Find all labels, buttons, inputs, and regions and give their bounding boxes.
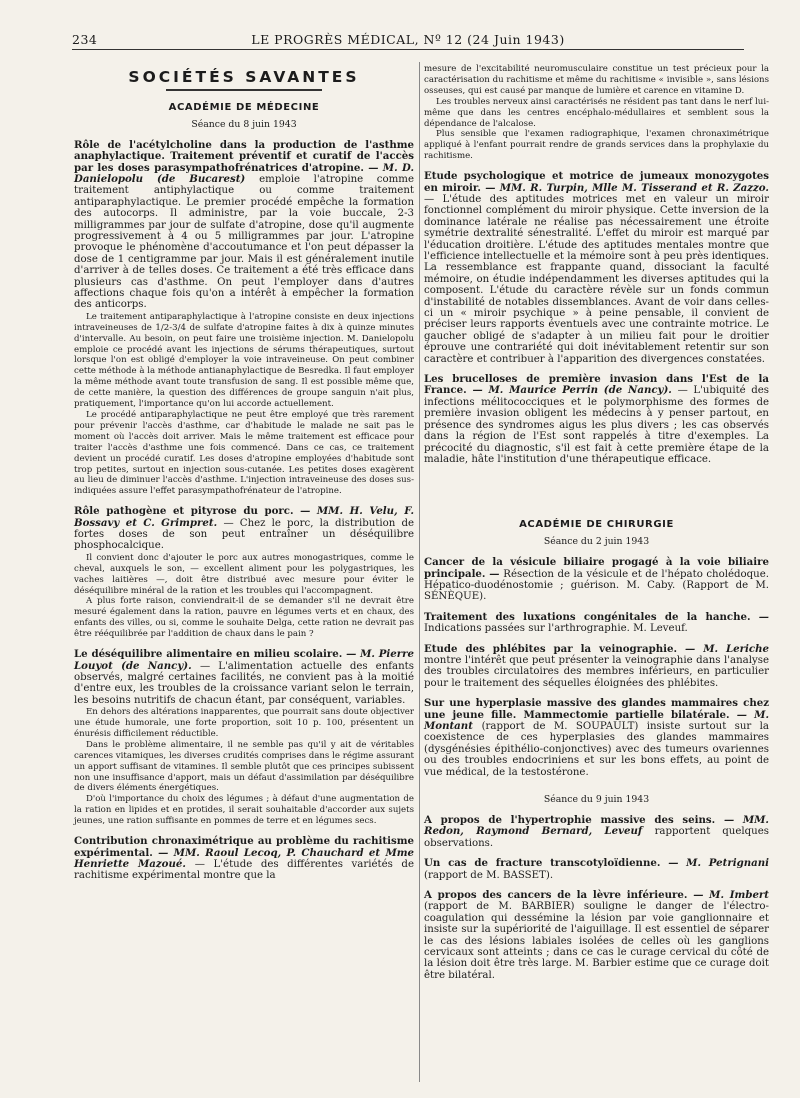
article-title — [424, 890, 769, 981]
continued-text — [424, 64, 769, 162]
article-title-text: Les brucelloses de première invasion dans l'Est de la France. — [424, 373, 769, 397]
section-rubric: SOCIÉTÉS SAVANTES — [128, 68, 360, 86]
article-text: (rapport de M. SOUPAULT) insiste surtout sur la coexistence de ces hyperplasies des glandes mammaires (dysgénésies épithélio-conjonctives) avec des tumeurs ovariennes ou des troubles endocriniens et sur les bons effets, au point de vue médical, de la testostérone. — [424, 721, 769, 778]
article-text: Résection de la vésicule et de l'hépato cholédoque. Hépatico-duodénostomie ; guérison. M. Caby. (Rapport de M. SÉNÈQUE). — [424, 568, 770, 603]
article-title — [424, 171, 769, 365]
article-title — [74, 140, 414, 311]
article-paragraph: Le traitement antiparaphylactique à l'atropine consiste en deux injections intraveineuses de 1/2-3/4 de sulfate d'atropine faites à dix à quinze minutes d'intervalle. Au besoin, on peut faire une troisième injection. M. Danielopolu emploie ce procédé avant les injections de sérums thérapeutiques, surtout lorsque l'on est obligé d'employer la voie intraveineuse. On peut combiner cette méthode à la méthode antianaphylactique de Besredka. Il faut employer la même méthode avant toute transfusion de sang. Il est possible même que, de cette manière, la question des différences de groupe sanguin n'ait plus, pratiquement, l'importance qu'on lui accorde actuellement. — [74, 311, 415, 410]
article-title — [424, 612, 769, 635]
article-authors: — MM. Redon, Raymond Bernard, Leveuf — [424, 813, 769, 838]
article-title — [74, 836, 414, 882]
seance-date: Séance du 8 juin 1943 — [191, 118, 297, 130]
surgery-articles-2 — [424, 815, 769, 981]
article-text: — L'alimentation actuelle des enfants observés, malgré certaines facilités, ne convient pas à la moitié d'entre eux, les troubles de la croissance variant selon le terrain, les besoins nutritifs de chacun étant, par conséquent, variables. — [74, 660, 414, 706]
left-column — [74, 64, 414, 883]
article-paragraph: En dehors des altérations inapparentes, que pourrait sans doute objectiver une étude humorale, une forte proportion, soit 10 p. 100, présentent un énurésis difficilement réductible. — [74, 707, 414, 739]
seance-date: Séance du 2 juin 1943 — [543, 536, 650, 548]
article-authors: — M. Pierre Louyot (de Nancy). — [74, 648, 414, 672]
article-title-text: Rôle de l'acétylcholine dans la production de l'asthme anaphylactique. Traitement préventif et curatif de l'accès par les doses parasympathofrénatrices d'atropine. — [74, 138, 414, 174]
section-gap — [424, 779, 769, 791]
article-authors: — M. Leriche — [677, 642, 769, 655]
article-title — [74, 649, 414, 706]
rubric-underline — [166, 89, 322, 91]
article-paragraph: A plus forte raison, conviendrait-il de se demander s'il ne devrait être mesuré également dans la ration, pauvre en légumes verts et en chaux, des enfants des villes, ou si, comme le souhaite Delga, cette ration ne devrait pas être rééquilibrée par l'addition de chaux dans le pain ? — [74, 596, 414, 640]
article-title-text: Etude psychologique et motrice de jumeaux monozygotes en miroir. — [424, 170, 769, 194]
article-title-text: Etude des phlébites par la veinographie. — [424, 642, 678, 655]
academy-heading-chirurgie: ACADÉMIE DE CHIRURGIE — [519, 519, 674, 531]
running-head — [72, 32, 744, 50]
article-authors: — M. D. Danielopolu (de Bucarest) — [74, 161, 414, 185]
article-text: (rapport de M. BASSET). — [424, 869, 554, 881]
seance-date: Séance du 9 juin 1943 — [543, 794, 650, 806]
surgery-articles — [424, 557, 769, 778]
medicine-articles — [424, 171, 769, 465]
article-authors: — — [485, 567, 504, 580]
article-title — [424, 815, 769, 849]
right-column — [424, 64, 769, 982]
article-title-text: Un cas de fracture transcotyloïdienne. — [424, 857, 661, 870]
article-authors: — — [750, 610, 769, 623]
academy-heading: ACADÉMIE DE MÉDECINE — [168, 101, 320, 113]
article-text: Indications passées sur l'arthrographie. M. Leveuf. — [424, 623, 688, 635]
article-title-text: Le déséquilibre alimentaire en milieu scolaire. — [74, 648, 343, 661]
article-authors: — MM. H. Velu, F. Bossavy et C. Grimpret. — [74, 505, 414, 529]
article-paragraph: mesure de l'excitabilité neuromusculaire constitue un test précieux pour la caractérisation du rachitisme et même du rachitisme « invisible », sans lésions osseuses, qui est causé par manque de lumière et carence en vitamine D. — [424, 64, 769, 96]
article-title — [424, 374, 769, 465]
article-title-text: Rôle pathogène et pityrose du porc. — [74, 505, 294, 518]
journal-title: LE PROGRÈS MÉDICAL, Nº 12 (24 Juin 1943) — [251, 32, 565, 47]
article-paragraph: Il convient donc d'ajouter le porc aux autres monogastriques, comme le cheval, auxquels le son, — excellent aliment pour les polygastriques, les vaches laitières —, doit être distribué avec mesure pour éviter le déséquilibre minéral de la ration et les troubles qui l'accompagnent. — [74, 552, 414, 596]
column-divider — [419, 62, 420, 1082]
article-title-text: A propos des cancers de la lèvre inférieure. — [424, 888, 688, 901]
article-text: montre l'intérêt que peut présenter la veinographie dans l'analyse des troubles circulatoires des membres inférieurs, en particulier pour le traitement des séquelles éloignées des phlébites. — [424, 654, 769, 689]
article-title-text: Contribution chronaximétrique au problème du rachitisme expérimental. — [74, 835, 414, 859]
article-paragraph: Dans le problème alimentaire, il ne semble pas qu'il y ait de véritables carences vitamiques, les diverses crudités comprises dans le régime assurant un apport suffisant de vitamines. Il semble plutôt que ces principes subissent non une insuffisance d'apport, mais un défaut d'assimilation par déséquilibre de divers éléments énergétiques. — [74, 739, 414, 794]
article-authors: — M. Maurice Perrin (de Nancy). — [466, 384, 678, 397]
article-title-text: Cancer de la vésicule biliaire progagé à la voie biliaire principale. — [424, 556, 769, 580]
article-authors: — MM. Raoul Lecoq, P. Chauchard et Mme Henriette Mazoué. — [74, 846, 414, 870]
article-text: — L'étude des aptitudes motrices met en valeur un miroir fonctionnel complément du miroir physique. Cette inversion de la dominance latérale ne réalise pas nécessairement une étroite symétrie dextralité sénestralité. L'effet du miroir est marqué par l'éducation droitière. L'étude des aptitudes mentales montre que l'efficience intellectuelle et la mémoire sont à peu près identiques. La ressemblance est frappante quand, dissociant la faculté mémoire, on étudie indépendamment les diverses aptitudes qui la composent. L'étude du caractère révèle sur un fonds commun d'instabilité de notables dissemblances. Avant de voir dans celles-ci un « miroir psychique » à peine pensable, il convient de préciser leurs rapports éventuels avec une contrainte motrice. Le gaucher obligé de s'adapter à un milieu fait pour le droitier éprouve une contrariété qui doit inévitablement retentir sur son caractère et contribuer à l'apparition des divergences constatées. — [424, 193, 769, 365]
left-articles — [74, 140, 414, 882]
article-title — [424, 698, 769, 778]
article-title — [74, 506, 414, 552]
article-title-text: A propos de l'hypertrophie massive des seins. — [424, 813, 716, 826]
article-authors: — M. Imbert — [687, 888, 770, 901]
article-paragraph: Plus sensible que l'examen radiographique, l'examen chronaximétrique appliqué à l'enfant pourrait rendre de grands services dans la prophylaxie du rachitisme. — [424, 129, 769, 162]
article-authors: — M. Montant — [424, 708, 770, 732]
article-authors: — MM. R. Turpin, Mlle M. Tisserand et R. Zazzo. — [480, 181, 769, 194]
page-number: 234 — [72, 32, 98, 47]
header-rule — [72, 49, 744, 50]
article-title — [424, 557, 769, 603]
article-paragraph: D'où l'importance du choix des légumes ; à défaut d'une augmentation de la ration en lipides et en protides, il serait souhaitable d'accorder aux sujets jeunes, une ration suffisante en pommes de terre et en légumes secs. — [74, 794, 414, 827]
article-title — [424, 644, 769, 690]
article-text: emploie l'atropine comme traitement antiphylactique ou comme traitement antiparaphylactique. Le premier procédé empêche la formation des autocorps. Il administre, par la voie buccale, 2-3 milligrammes par jour de sulfate d'atropine, dose qu'il augmente progressivement à 4 ou 5 milligrammes par jour. L'atropine provoque le phénomène d'accoutumance et l'on peut dépasser la dose de 1 centigramme par jour. Mais il est généralement inutile d'arriver à de telles doses. Ce traitement a été très efficace dans plusieurs cas d'asthme. On peut l'employer dans d'autres affections chaque fois qu'on a intérêt à empêcher la formation des anticorps. — [74, 173, 414, 311]
section-gap — [424, 466, 769, 510]
article-paragraph: Le procédé antiparaphylactique ne peut être employé que très rarement pour prévenir l'accès d'asthme, car d'habitude le malade ne sait pas le moment où l'accès doit arriver. Mais le même traitement est efficace pour traiter l'accès d'asthme une fois commencé. Dans ce cas, ce traitement devient un procédé curatif. Les doses d'atropine employées d'habitude sont trop petites, surtout en injection sous-cutanée. Les petites doses exagèrent au lieu de diminuer l'accès d'asthme. L'injection intraveineuse des doses sus-indiquées assure l'effet parasympathofrénateur de l'atropine. — [74, 409, 414, 497]
article-title-text: Sur une hyperplasie massive des glandes mammaires chez une jeune fille. Mammectomie partielle bilatérale. — [424, 697, 769, 721]
article-paragraph: Les troubles nerveux ainsi caractérisés ne résident pas tant dans le nerf lui-même que dans les centres encéphalo-médullaires et semblent sous la dépendance de l'alcalose. — [424, 96, 769, 129]
article-text: rapportent quelques observations. — [424, 826, 769, 849]
article-title — [424, 858, 769, 881]
article-text: — L'ubiquité des infections mélitococciques et le polymorphisme des formes de première invasion obligent les médecins à y penser partout, en présence des syndromes aigus les plus divers ; les cas observés dans la région de l'Est sont rappelés à titre d'exemples. La précocité du diagnostic, s'il est fait à cette première étape de la maladie, hâte l'institution d'une thérapeutique efficace. — [424, 385, 769, 465]
article-text: (rapport de M. BARBIER) souligne le danger de l'électro-coagulation qui dessémine la lésion par voie ganglionnaire et insiste sur la supériorité de l'aiguillage. Il est essentiel de séparer le cas des lésions labiales isolées de celles où les ganglions cervicaux sont atteints ; dans ce cas le curage cervical du côté de la lésion doit être très large. M. Barbier estime que ce curage doit être bilatéral. — [424, 901, 769, 981]
article-text: — L'étude des différentes variétés de rachitisme expérimental montre que la — [74, 858, 414, 882]
article-title-text: Traitement des luxations congénitales de la hanche. — [424, 610, 751, 623]
article-text: — Chez le porc, la distribution de fortes doses de son peut entraîner un déséquilibre phosphocalcique. — [74, 517, 414, 552]
article-authors: — M. Petrignani — [660, 857, 770, 870]
